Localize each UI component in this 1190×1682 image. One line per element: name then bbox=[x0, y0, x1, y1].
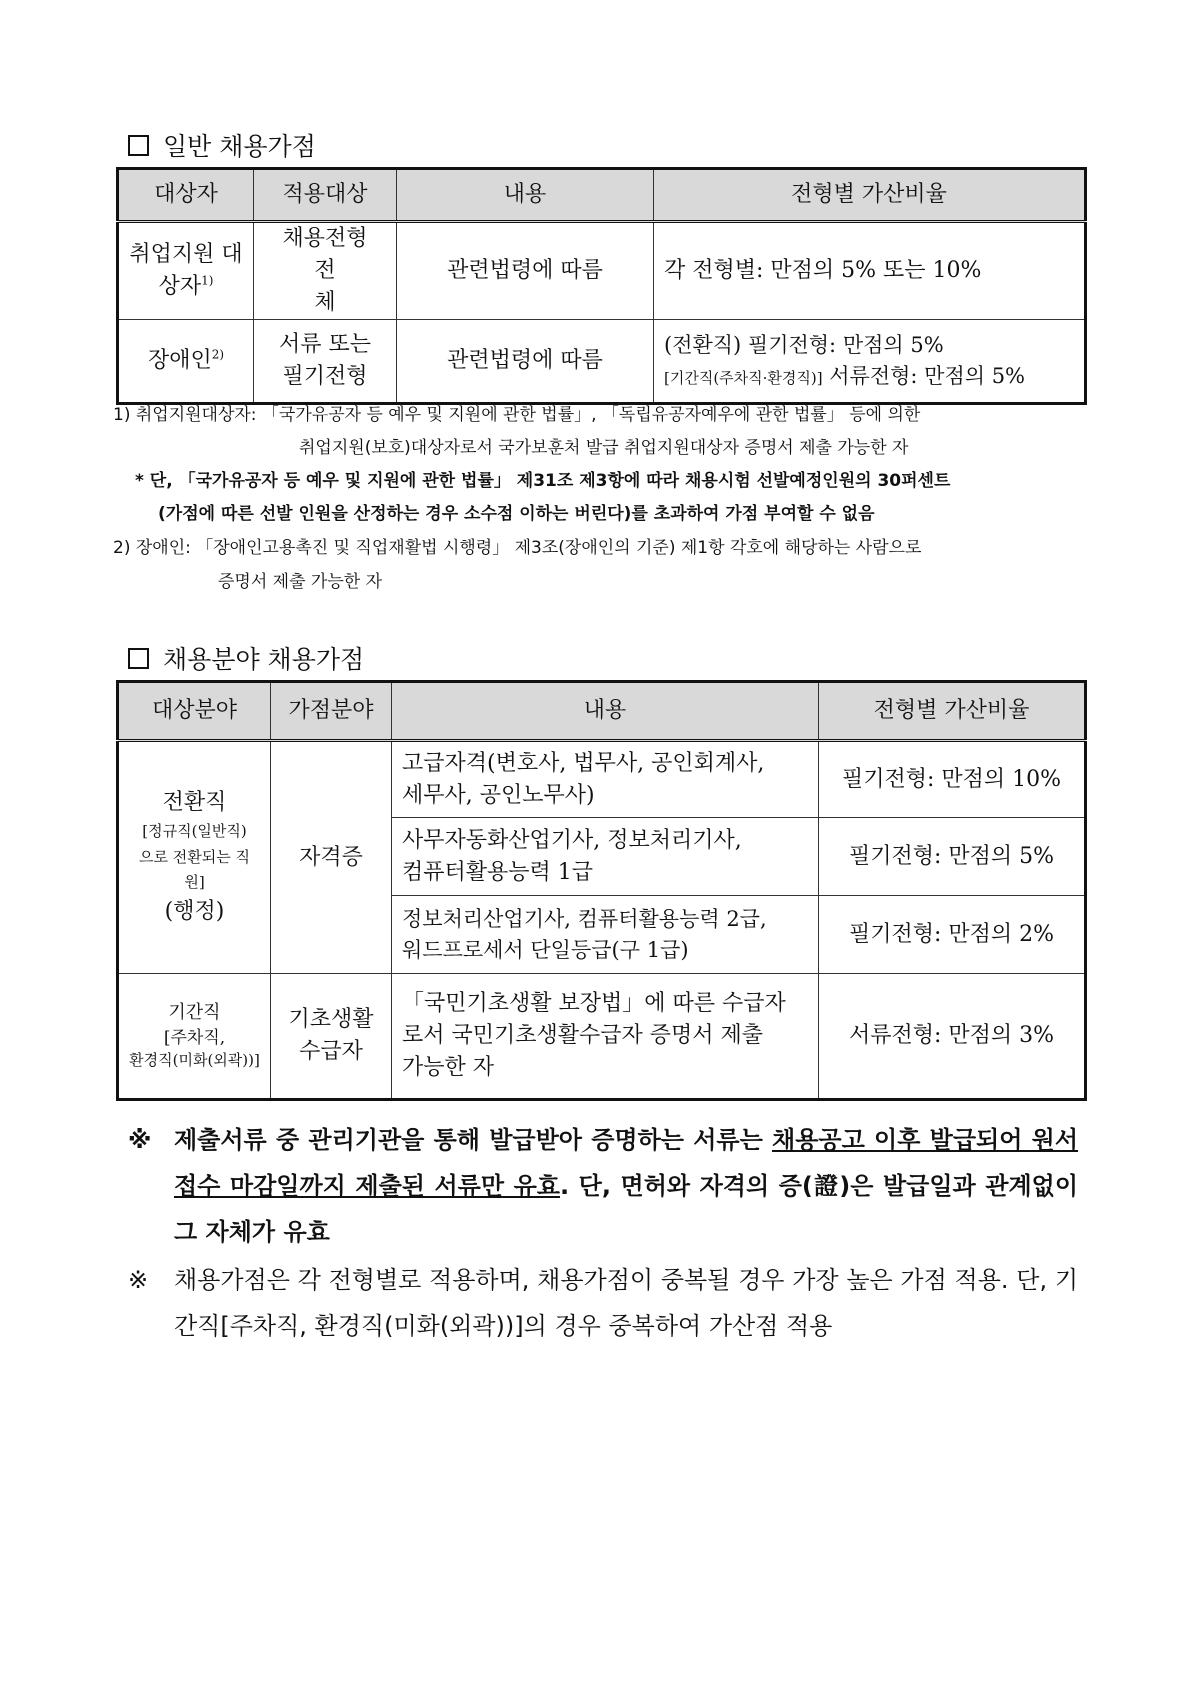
category-text: 수급자 bbox=[299, 1039, 363, 1064]
checkbox-icon bbox=[128, 135, 149, 156]
table-row bbox=[118, 974, 1086, 1100]
general-table-header bbox=[118, 169, 1086, 222]
category-text: 기초생활 bbox=[288, 1007, 374, 1033]
field-table-header bbox=[118, 682, 1086, 741]
ratio-text bbox=[664, 361, 1074, 391]
target-cell bbox=[118, 319, 254, 403]
checkbox-icon bbox=[128, 648, 149, 669]
area-text: 환경직(미화(외곽))] bbox=[129, 1051, 260, 1070]
content-cell bbox=[392, 741, 819, 818]
content-cell bbox=[392, 896, 819, 974]
note-underlined-text: 채용공고 이후 발급되어 원서접수 마감일까지 제출된 서류만 유효 bbox=[174, 1126, 1079, 1200]
footnote-ref: 1) bbox=[201, 273, 214, 288]
footnote-1-note-cont: (가점에 따른 선발 인원을 산정하는 경우 소수점 이하는 버린다)를 초과하여 가점 부여할 수 없음 bbox=[158, 504, 875, 524]
header-target: 대상자 bbox=[118, 169, 254, 222]
content-text: 세무사, 공인노무사) bbox=[402, 782, 595, 808]
area-text: 전환직 bbox=[162, 790, 227, 816]
area-text: 기간직 bbox=[168, 1001, 221, 1023]
scope-text: 서류 또는 bbox=[278, 331, 371, 357]
note-text: 제출서류 중 관리기관을 통해 발급받아 증명하는 서류는 bbox=[174, 1126, 773, 1154]
area-text: [정규직(일반직) bbox=[142, 822, 247, 841]
field-table bbox=[116, 680, 1087, 1101]
scope-text: 채용전형 bbox=[282, 226, 368, 251]
header-area: 대상분야 bbox=[118, 682, 271, 741]
scope-text: 전 체 bbox=[314, 257, 364, 315]
ratio-cell: 필기전형: 만점의 5% bbox=[819, 818, 1086, 896]
general-section-title bbox=[128, 127, 316, 163]
reference-mark-icon: ※ bbox=[128, 1266, 149, 1294]
content-cell: 관련법령에 따름 bbox=[397, 319, 654, 403]
ratio-cell: 필기전형: 만점의 2% bbox=[819, 896, 1086, 974]
area-cell bbox=[118, 974, 271, 1100]
area-text: (행정) bbox=[164, 898, 225, 924]
content-text: 컴퓨터활용능력 1급 bbox=[402, 859, 594, 885]
header-category: 가점분야 bbox=[271, 682, 392, 741]
content-text: 「국민기초생활 보장법」에 따른 수급자 bbox=[402, 991, 786, 1017]
header-content: 내용 bbox=[392, 682, 819, 741]
area-text: [주차직, bbox=[163, 1027, 226, 1048]
general-title-text: 일반 채용가점 bbox=[163, 132, 316, 161]
reference-mark-icon: ※ bbox=[128, 1126, 152, 1154]
ratio-cell: 서류전형: 만점의 3% bbox=[819, 974, 1086, 1100]
table-row bbox=[118, 222, 1086, 320]
content-cell bbox=[392, 818, 819, 896]
area-text: 으로 전환되는 직원] bbox=[139, 847, 250, 892]
footnote-2-cont: 증명서 제출 가능한 자 bbox=[218, 572, 383, 592]
footnote-1: 1) 취업지원대상자: 「국가유공자 등 예우 및 지원에 관한 법률」, 「독립유공자예우에 관한 법률」 등에 의한 bbox=[113, 405, 921, 425]
category-cell: 자격증 bbox=[271, 741, 392, 974]
footnote-2: 2) 장애인: 「장애인고용촉진 및 직업재활법 시행령」 제3조(장애인의 기준) 제1항 각호에 해당하는 사람으로 bbox=[113, 538, 922, 558]
header-ratio: 전형별 가산비율 bbox=[654, 169, 1086, 222]
note-1-body bbox=[174, 1117, 1078, 1255]
note-2-body: 채용가점은 각 전형별로 적용하며, 채용가점이 중복될 경우 가장 높은 가점 적용. 단, 기간직[주차직, 환경직(미화(외곽))]의 경우 중복하여 가산점 적용 bbox=[174, 1266, 1078, 1340]
scope-cell bbox=[254, 319, 397, 403]
target-cell bbox=[118, 222, 254, 320]
note-2 bbox=[128, 1257, 1078, 1349]
table-row bbox=[118, 741, 1086, 818]
header-ratio: 전형별 가산비율 bbox=[819, 682, 1086, 741]
content-text: 정보처리산업기사, 컴퓨터활용능력 2급, bbox=[402, 907, 767, 932]
target-text: 취업지원 대상자 bbox=[129, 241, 243, 299]
header-scope: 적용대상 bbox=[254, 169, 397, 222]
category-cell bbox=[271, 974, 392, 1100]
content-text: 사무자동화산업기사, 정보처리기사, bbox=[402, 827, 742, 853]
scope-text: 필기전형 bbox=[282, 363, 368, 389]
field-title-text: 채용분야 채용가점 bbox=[163, 645, 365, 674]
header-content: 내용 bbox=[397, 169, 654, 222]
field-section-title bbox=[128, 640, 364, 676]
area-cell bbox=[118, 741, 271, 974]
general-table bbox=[116, 167, 1087, 405]
ratio-text-part: 서류전형: 만점의 5% bbox=[822, 363, 1026, 388]
content-cell: 관련법령에 따름 bbox=[397, 222, 654, 320]
ratio-cell bbox=[654, 319, 1086, 403]
content-text: 고급자격(변호사, 법무사, 공인회계사, bbox=[402, 750, 765, 776]
ratio-cell: 필기전형: 만점의 10% bbox=[819, 741, 1086, 818]
table-row bbox=[118, 319, 1086, 403]
footnote-ref: 2) bbox=[211, 347, 225, 362]
content-text: 워드프로세서 단일등급(구 1급) bbox=[402, 937, 689, 962]
footnote-1-note: * 단, 「국가유공자 등 예우 및 지원에 관한 법률」 제31조 제3항에 따라 채용시험 선발예정인원의 30퍼센트 bbox=[135, 471, 951, 491]
target-text: 장애인 bbox=[147, 347, 212, 373]
note-text: . 단, 면허와 자격의 증(證)은 발급일과 관계없이 그 자체가 유효 bbox=[174, 1172, 1078, 1246]
content-text: 로서 국민기초생활수급자 증명서 제출 bbox=[402, 1023, 764, 1049]
scope-cell bbox=[254, 222, 397, 320]
ratio-small-text: [기간직(주차직·환경직)] bbox=[664, 368, 823, 387]
note-1 bbox=[128, 1117, 1078, 1255]
content-text: 가능한 자 bbox=[402, 1054, 495, 1080]
content-cell bbox=[392, 974, 819, 1100]
ratio-cell: 각 전형별: 만점의 5% 또는 10% bbox=[654, 222, 1086, 320]
footnote-1-cont: 취업지원(보호)대상자로서 국가보훈처 발급 취업지원대상자 증명서 제출 가능한 자 bbox=[299, 438, 909, 458]
ratio-text: (전환직) 필기전형: 만점의 5% bbox=[664, 333, 944, 358]
